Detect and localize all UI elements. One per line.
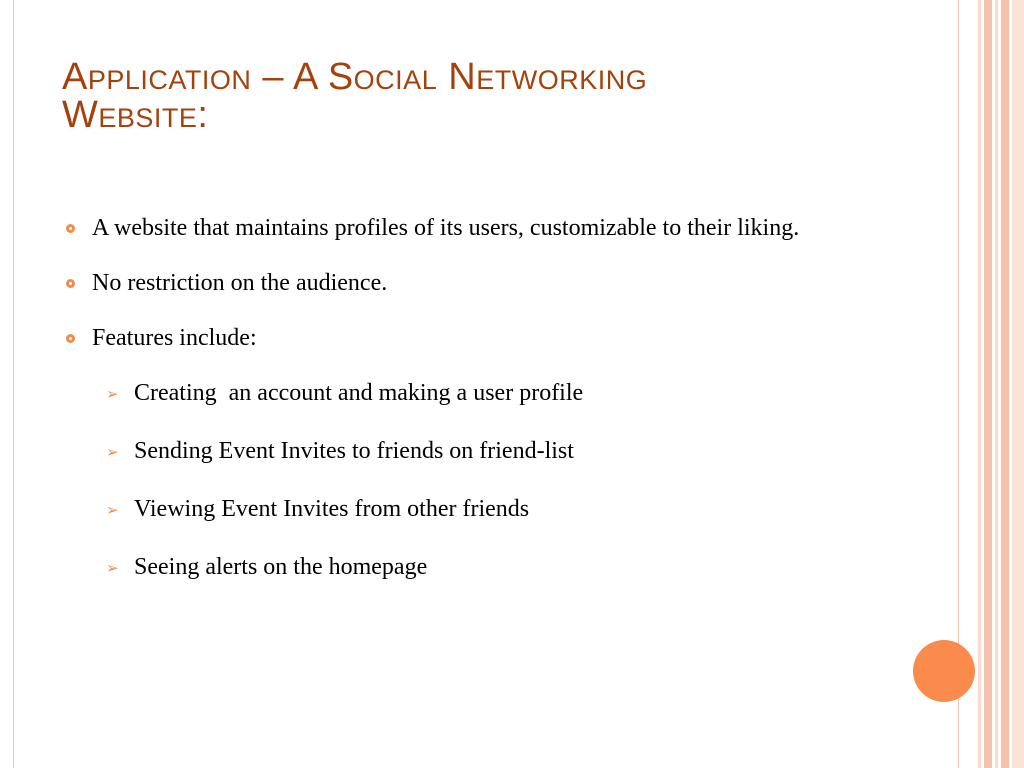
arrowhead-bullet-icon: ➢ xyxy=(106,443,119,461)
bullet-item xyxy=(62,322,892,355)
sub-bullet-item xyxy=(62,551,892,584)
edge-stripe xyxy=(984,0,992,768)
bullet-text: A website that maintains profiles of its users, customizable to their liking. xyxy=(92,215,800,241)
edge-stripe xyxy=(978,0,981,768)
sub-bullet-item xyxy=(62,435,892,468)
edge-stripe xyxy=(1001,0,1009,768)
bullet-item xyxy=(62,267,892,300)
sub-bullet-text: Seeing alerts on the homepage xyxy=(134,554,428,580)
bullet-item xyxy=(62,212,892,245)
slide-title-line-1: Application – A Social Networking xyxy=(62,56,648,98)
bullet-text: No restriction on the audience. xyxy=(92,270,388,296)
sub-bullet-text: Viewing Event Invites from other friends xyxy=(134,496,530,522)
edge-stripe xyxy=(1012,0,1024,768)
frame-line-left xyxy=(13,0,14,768)
bullet-text: Features include: xyxy=(92,325,257,351)
sub-bullet-text: Creating an account and making a user profile xyxy=(134,380,584,406)
orange-ring-bullet-icon xyxy=(66,334,75,343)
orange-circle-icon xyxy=(913,640,975,702)
orange-ring-bullet-icon xyxy=(66,279,75,288)
arrowhead-bullet-icon: ➢ xyxy=(106,559,119,577)
sub-bullet-text: Sending Event Invites to friends on friend-list xyxy=(134,438,574,464)
slide-title xyxy=(62,58,942,134)
arrowhead-bullet-icon: ➢ xyxy=(106,501,119,519)
slide-title-line-2: Website: xyxy=(62,94,209,136)
orange-ring-bullet-icon xyxy=(66,224,75,233)
edge-stripe xyxy=(995,0,998,768)
sub-bullet-item xyxy=(62,493,892,526)
sub-bullet-item xyxy=(62,377,892,410)
slide-body xyxy=(62,212,892,609)
arrowhead-bullet-icon: ➢ xyxy=(106,385,119,403)
